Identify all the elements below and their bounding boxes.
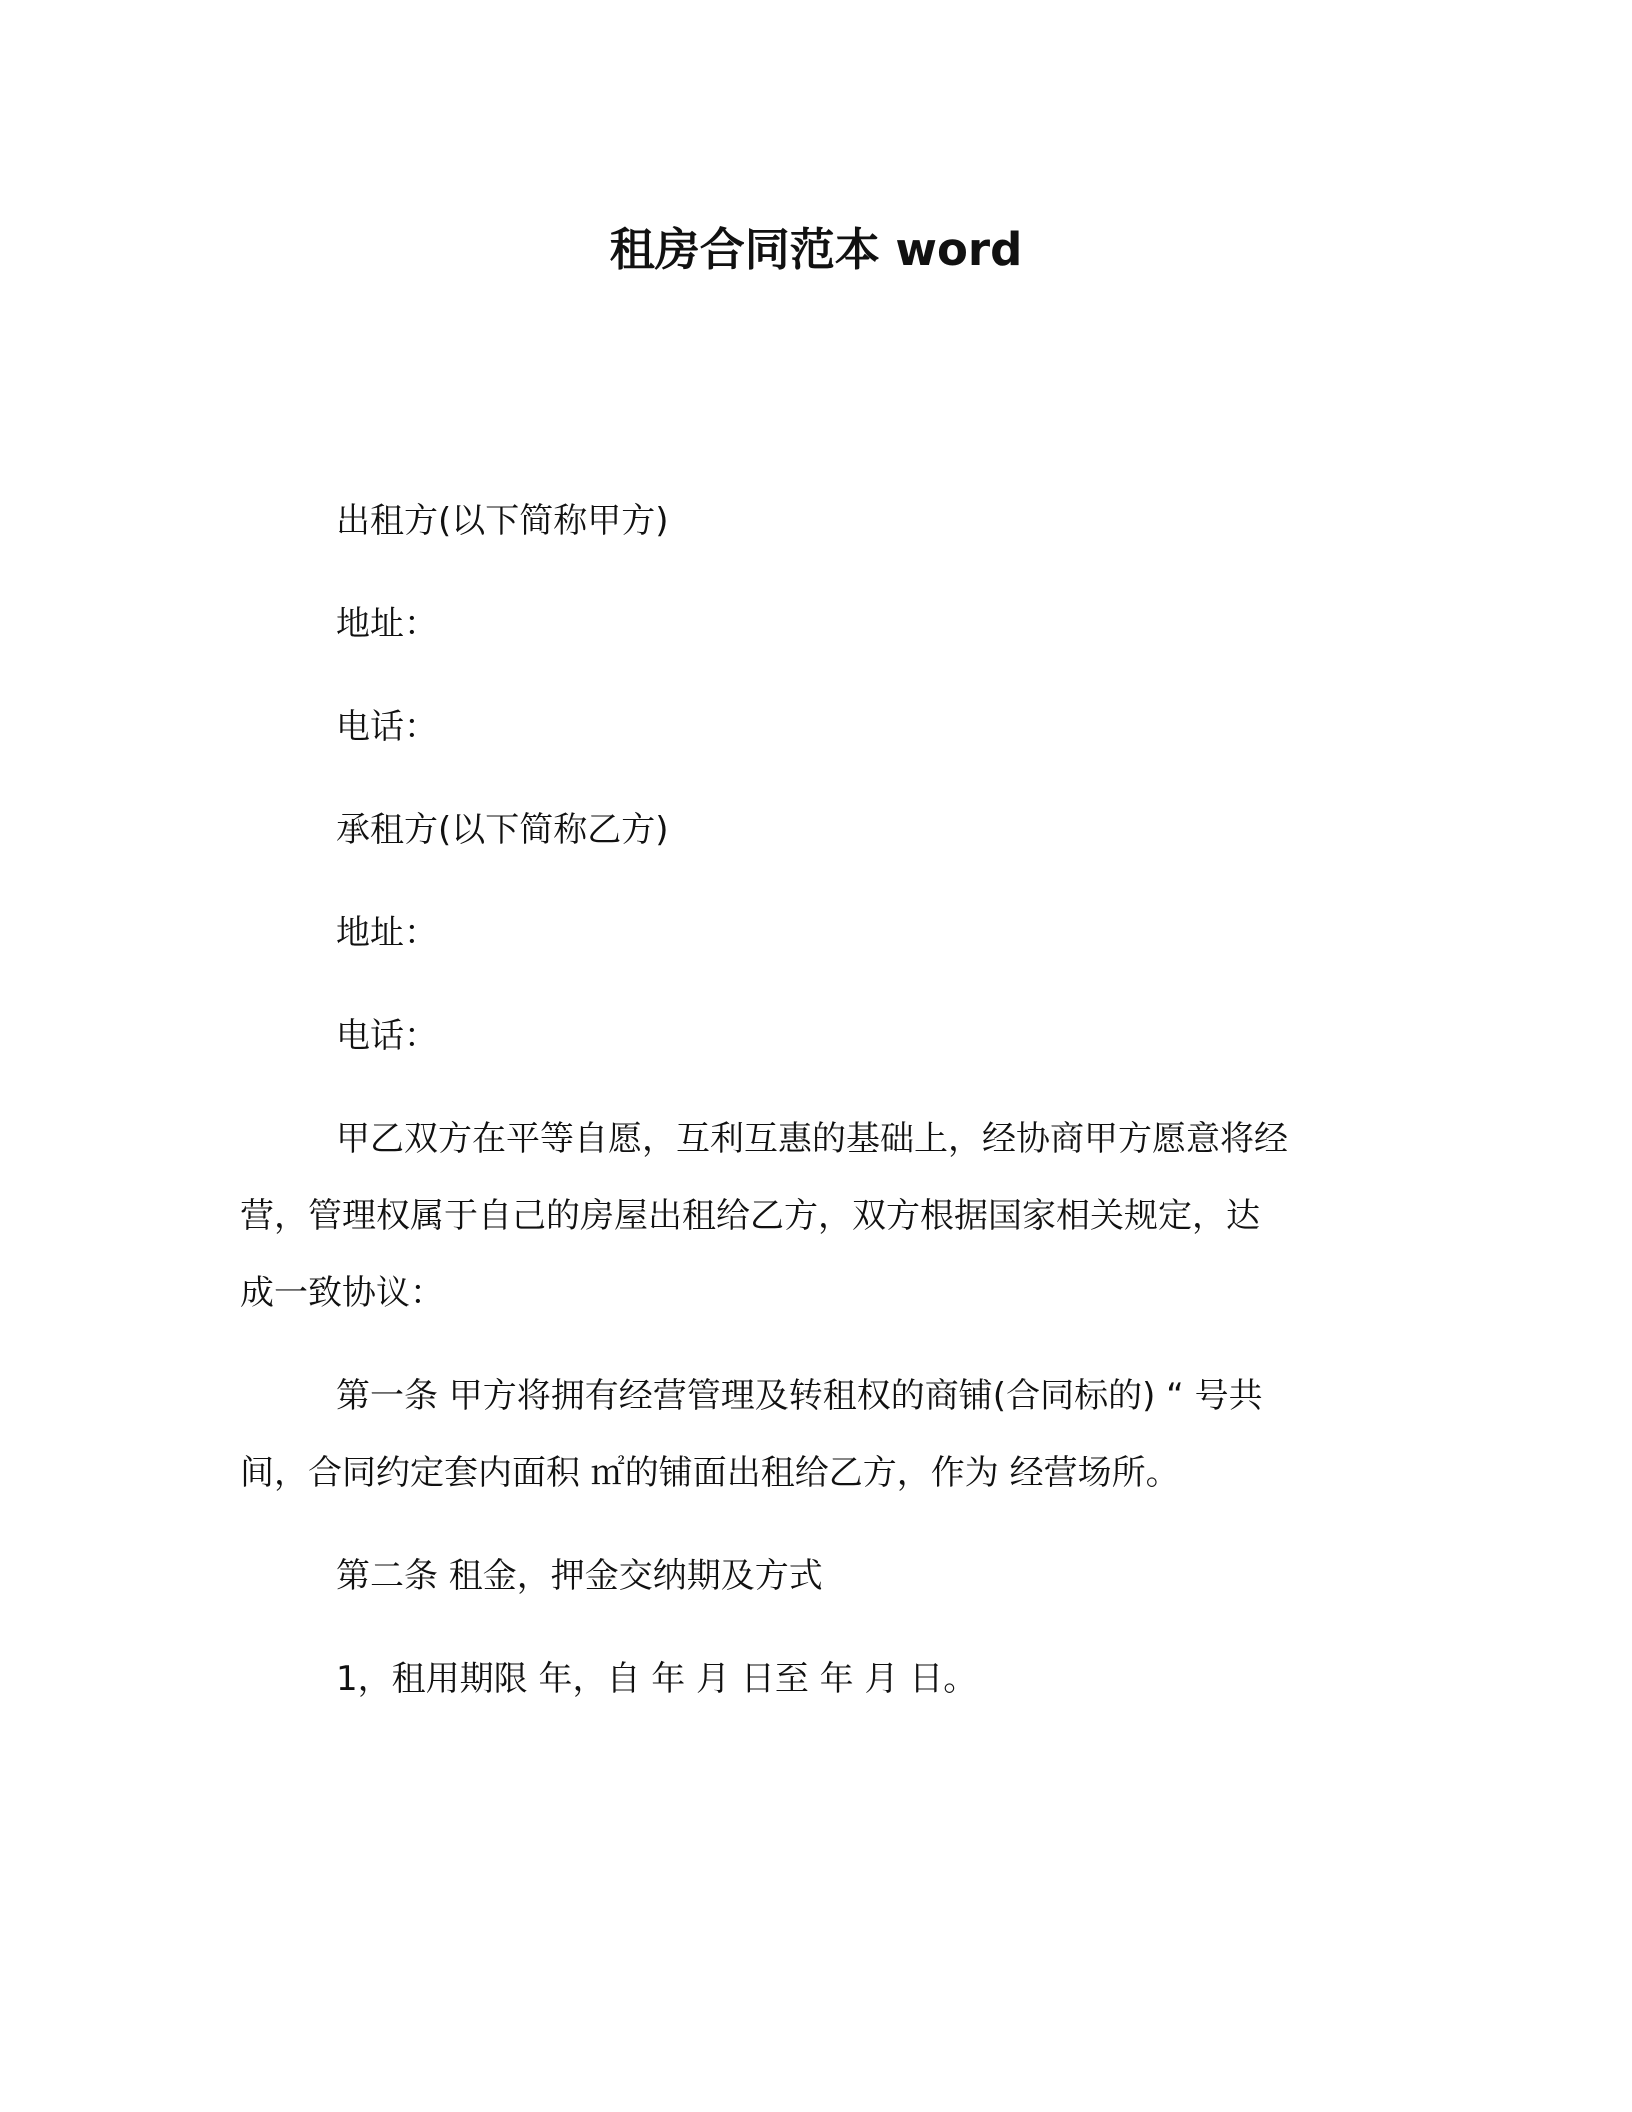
lease-term-clause: 1，租用期限 年，自 年 月 日至 年 月 日。 <box>336 1659 978 1699</box>
article-two-heading: 第二条 租金，押金交纳期及方式 <box>336 1556 823 1596</box>
agreement-paragraph-line-1: 甲乙双方在平等自愿，互利互惠的基础上，经协商甲方愿意将经 <box>336 1119 1288 1159</box>
article-one-line-2: 间，合同约定套内面积 ㎡的铺面出租给乙方，作为 经营场所。 <box>240 1453 1180 1493</box>
lessor-address-label: 地址： <box>336 604 438 644</box>
lessor-label: 出租方(以下简称甲方) <box>336 501 669 541</box>
lessee-label: 承租方(以下简称乙方) <box>336 810 669 850</box>
lessee-address-label: 地址： <box>336 913 438 953</box>
lessee-phone-label: 电话： <box>336 1016 438 1056</box>
agreement-paragraph-line-2: 营，管理权属于自己的房屋出租给乙方，双方根据国家相关规定，达 <box>240 1196 1260 1236</box>
article-one-line-1: 第一条 甲方将拥有经营管理及转租权的商铺(合同标的) “ 号共 <box>336 1376 1263 1416</box>
lessor-phone-label: 电话： <box>336 707 438 747</box>
document-title: 租房合同范本 word <box>609 223 1023 276</box>
agreement-paragraph-line-3: 成一致协议： <box>240 1273 444 1313</box>
